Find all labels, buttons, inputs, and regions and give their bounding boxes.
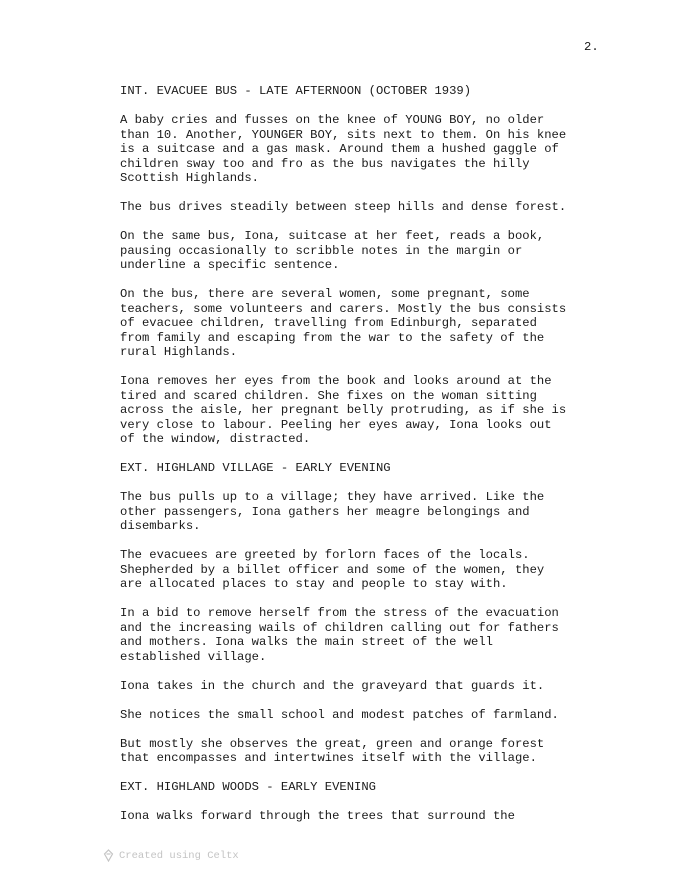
page-number: 2. bbox=[584, 40, 599, 54]
footer-watermark bbox=[103, 849, 239, 862]
screenplay-body bbox=[120, 84, 620, 838]
action-paragraph: The bus drives steadily between steep hills and dense forest. bbox=[120, 200, 567, 214]
scene-heading: EXT. HIGHLAND VILLAGE - EARLY EVENING bbox=[120, 461, 391, 475]
footer-text: Created using Celtx bbox=[119, 849, 239, 862]
action-paragraph: Iona takes in the church and the graveyard that guards it. bbox=[120, 678, 545, 693]
scene-heading: EXT. HIGHLAND WOODS - EARLY EVENING bbox=[120, 780, 376, 794]
action-paragraph: In a bid to remove herself from the stress of the evacuation and the increasing wails of children calling out for fathers and mothers. Iona walks the main street of the well established village. bbox=[120, 606, 559, 664]
action-paragraph: The evacuees are greeted by forlorn faces of the locals. Shepherded by a billet officer and some of the women, they are allocated places to stay and people to stay with. bbox=[120, 548, 545, 591]
action-paragraph: On the same bus, Iona, suitcase at her feet, reads a book, pausing occasionally to scribble notes in the margin or underline a specific sentence. bbox=[120, 229, 545, 272]
action-paragraph: But mostly she observes the great, green and orange forest that encompasses and intertwines itself with the village. bbox=[120, 736, 545, 765]
action-paragraph: She notices the small school and modest patches of farmland. bbox=[120, 707, 559, 722]
action-paragraph: The bus pulls up to a village; they have arrived. Like the other passengers, Iona gathers her meagre belongings and disembarks. bbox=[120, 490, 545, 533]
action-paragraph: A baby cries and fusses on the knee of YOUNG BOY, no older than 10. Another, YOUNGER BOY, sits next to them. On his knee is a suitcase and a gas mask. Around them a hushed gaggle of children sway too and fro as the bus navigates the hilly Scottish Highlands. bbox=[120, 113, 567, 185]
action-paragraph: Iona removes her eyes from the book and looks around at the tired and scared children. She fixes on the woman sitting across the aisle, her pregnant belly protruding, as if she is very close to labour. Peeling her eyes away, Iona looks out of the window, distracted. bbox=[120, 374, 567, 446]
action-paragraph: Iona walks forward through the trees that surround the bbox=[120, 809, 515, 823]
scene-heading: INT. EVACUEE BUS - LATE AFTERNOON (OCTOBER 1939) bbox=[120, 84, 472, 98]
celtx-logo-icon bbox=[103, 849, 114, 862]
action-paragraph: On the bus, there are several women, some pregnant, some teachers, some volunteers and carers. Mostly the bus consists of evacuee children, travelling from Edinburgh, separated from family and escaping from the war to the safety of the rural Highlands. bbox=[120, 287, 567, 359]
